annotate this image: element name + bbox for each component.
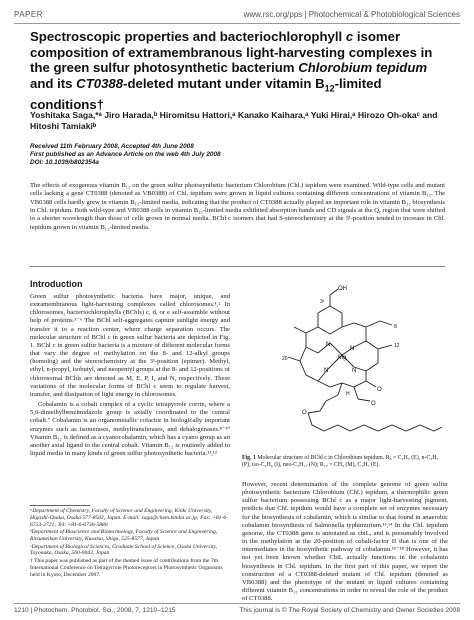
author-list: [30, 110, 450, 131]
position-20-label: 20: [282, 356, 288, 362]
footnotes: [30, 508, 230, 579]
nitrogen-label-b: N: [350, 346, 355, 352]
intro-paragraph-1: Green sulfur photosynthetic bacteria have major, unique, and extramembranous light-harvesting complexes called chlorosomes.¹,² In chlorosomes, bacteriochlorophylls (BChls) c, d, or e self-assemble without help of proteins.³⁻⁶ The BChl self-aggregates capture sunlight energy and transfer it to a reaction center, where charge separation occurs. The molecular structure of BChl c in green sulfur bacteria are depicted in Fig. 1. BChl c in green sulfur bacteria is a mixture of different molecular forms that vary the degree of methylation on the 8- and 12-alkyl groups (homolog) and the stereochemistry at the 3¹-position (epimer). Methyl, ethyl, n-propyl, isobutyl, and neopentyl groups at the 8- and 12-positions of chlorosomal BChls are denoted as M, E, P, I, and N, respectively. These variations of the molecular forms of BChl c seem to regulate harvest, transfer, and dissipation of light energy in chlorosomes.: [30, 293, 230, 398]
footnote-affiliation-a: ᵃDepartment of Chemistry, Faculty of Science and Engineering, Kinki University, Higashi-Osaka, Osaka 577-8502, Japan. E-mail: saga@chem.kindai.ac.jp; Fax: +81-6-6723-2721; Tel: +81-6-6730-5880: [30, 508, 228, 528]
header-divider: [14, 23, 460, 24]
published-date: First published as an Advance Article on the web 4th July 2008: [30, 151, 221, 159]
received-date: Received 11th February 2008, Accepted 4th June 2008: [30, 143, 194, 150]
intro-paragraph-2: Cobalamin is a cobalt complex of a cyclic tetrapyrrole corrin, where a 5,6-dimethylbenzimidazole group is axially coordinated to the central cobalt.⁷ Cobalamin is an organometallic cofactor in biologically important enzymes such as isomerases, methyltransferases, and dehalogenases.⁸⁻¹⁰ Vitamin B₁₂ is defined as a cyanocobalamin, which has a cyano group as an another axial ligand to the central cobalt. Vitamin B₁₂ is routinely added to liquid media in many kinds of green sulfur photosynthetic bacteria.¹¹,¹²: [30, 401, 230, 457]
carbonyl-oxygen-label: O: [371, 401, 376, 407]
nitrogen-label-c: N: [324, 368, 329, 374]
abstract-text: The effects of exogenous vitamin B₁₂ on the green sulfur photosynthetic bacterium Chlorobium (Chl.) tepidum were examined. Wild-type cells and mutant cells lacking a gene CT0388 (denoted as VB0388) of Chl. tepidum were grown in liquid cultures containing different concentrations of vitamin B₁₂. The VB0388 cells hardly grew in vitamin B₁₂-limited media, indicating that the product of CT0388 actually played an important role in vitamin B₁₂ biosynthesis in Chl. tepidum. Both wild-type and VB0388 cells in vitamin B₁₂-limited media exhibited absorption bands and CD signals at the Qᵧ region that were shifted to a shorter wavelength than those of cells grown in normal media. BChl c isomers that had S-stereochemistry at the 3¹-position tended to increase in Chl. tepidum grown in vitamin B₁₂-limited media.: [30, 182, 445, 231]
introduction-heading: Introduction: [30, 279, 83, 289]
keto-oxygen-label: O: [377, 387, 382, 393]
nitrogen-label-d: N: [352, 368, 357, 374]
footnote-divider: [30, 505, 90, 506]
right-column-body: However, recent determination of the complete genome of green sulfur photosynthetic bacterium Chlorobium (Chl.) tepidum, a thermophilic green sulfur bacterium possessing BChl c as a major light-harvesting pigment, predicts that Chl. tepidum would have a complete set of enzymes necessary for the biosynthesis of cobalamin, which is similar to that found in anaerobic cobalamin biosynthesis of Salmonella typhimurium.¹³,¹⁴ In the Chl. tepidum genome, the CT0388 gene is annotated as cbiL, and is presumably involved in the methylation at the 20-position of cobalt-factor II that is one of the intermediates in the biosynthetic pathway of cobalamin.¹⁵⁻¹⁸ However, it has not yet been known whether CbiL actually functions in the cobalamin biosynthesis in Chl. tepidum. In the first part of this paper, we report the construction of a CT0388-deleted mutant of Chl. tepidum (denoted as VB0388) and the phenotype of the mutant in liquid cultures containing different vitamin B₁₂ concentrations in order to reveal the role of the product of CT0388.: [242, 481, 448, 603]
ester-oxygen-label: O: [302, 410, 307, 416]
abstract-divider: [30, 266, 445, 267]
copyright-footer: This journal is © The Royal Society of Chemistry and Owner Societies 2008: [239, 607, 460, 614]
authors-line-1: Yoshitaka Saga,*ᵃ Jiro Harada,ᵇ Hiromitsu Hattori,ᵃ Kanako Kaihara,ᵃ Yuki Hirai,ᵃ Hirozo Oh-okaᶜ and: [30, 110, 438, 120]
article-title: Spectroscopic properties and bacteriochlorophyll c isomer composition of extramembranous light-harvesting complexes in the green sulfur photosynthetic bacterium Chlorobium tepidum and its CT0388-deleted mutant under vitamin $B_{12}$-limited conditions†: [30, 29, 433, 112]
position-12-label: 12: [394, 343, 400, 349]
hydrogen-label: H: [346, 391, 350, 397]
magnesium-label: Mg: [338, 355, 347, 361]
structure-labels: [282, 286, 400, 416]
doi-link[interactable]: DOI: 10.1039/b802354a: [30, 159, 99, 167]
footnote-affiliation-b: ᵇDepartment of Bioscience and Biotechnology, Faculty of Science and Engineering, Ritsumeikan University, Kusatsu, Shiga, 525-8577, Japan: [30, 529, 218, 543]
introduction-body: [30, 293, 230, 460]
nitrogen-label-a: N: [326, 342, 331, 348]
footnote-themed-issue: † This paper was published as part of the themed issue of contributions from the 7th International Conference on Tetrapyrrole Photoreceptors in Photosynthetic Organisms held in Kyoto, December 2007.: [30, 557, 223, 578]
hydroxyl-label: OH: [338, 286, 347, 292]
footnote-affiliation-c: ᶜDepartment of Biological Sciences, Graduate School of Science, Osaka University, Toyonaka, Osaka, 560-0043, Japan: [30, 543, 218, 557]
page-footer: [14, 607, 460, 617]
structure-bonds: [288, 289, 442, 431]
footer-divider: [14, 603, 460, 604]
page-header: [14, 10, 460, 22]
position-31-label: 3¹: [320, 299, 325, 305]
figure-caption: Fig. 1 Molecular structure of BChl c in Chlorobium tepidum. R₈ = C₂H₅ (E), n-C₃H₇ (P), iso-C₄H₉ (I), neo-C₅H₁₁ (N); R₁₂ = CH₃ (M), C₂H₅ (E).: [242, 455, 439, 469]
authors-line-2: Hitoshi Tamiakiᵇ: [30, 120, 97, 131]
article-history: [30, 143, 450, 168]
bchl-c-structure-figure: [242, 283, 448, 453]
position-8-label: 8: [394, 324, 397, 330]
section-label: PAPER: [14, 10, 44, 19]
journal-link[interactable]: www.rsc.org/pps | Photochemical & Photobiological Sciences: [243, 10, 460, 19]
citation-footer: 1210 | Photochem. Photobiol. Sci., 2008, 7, 1210–1215: [14, 607, 176, 614]
